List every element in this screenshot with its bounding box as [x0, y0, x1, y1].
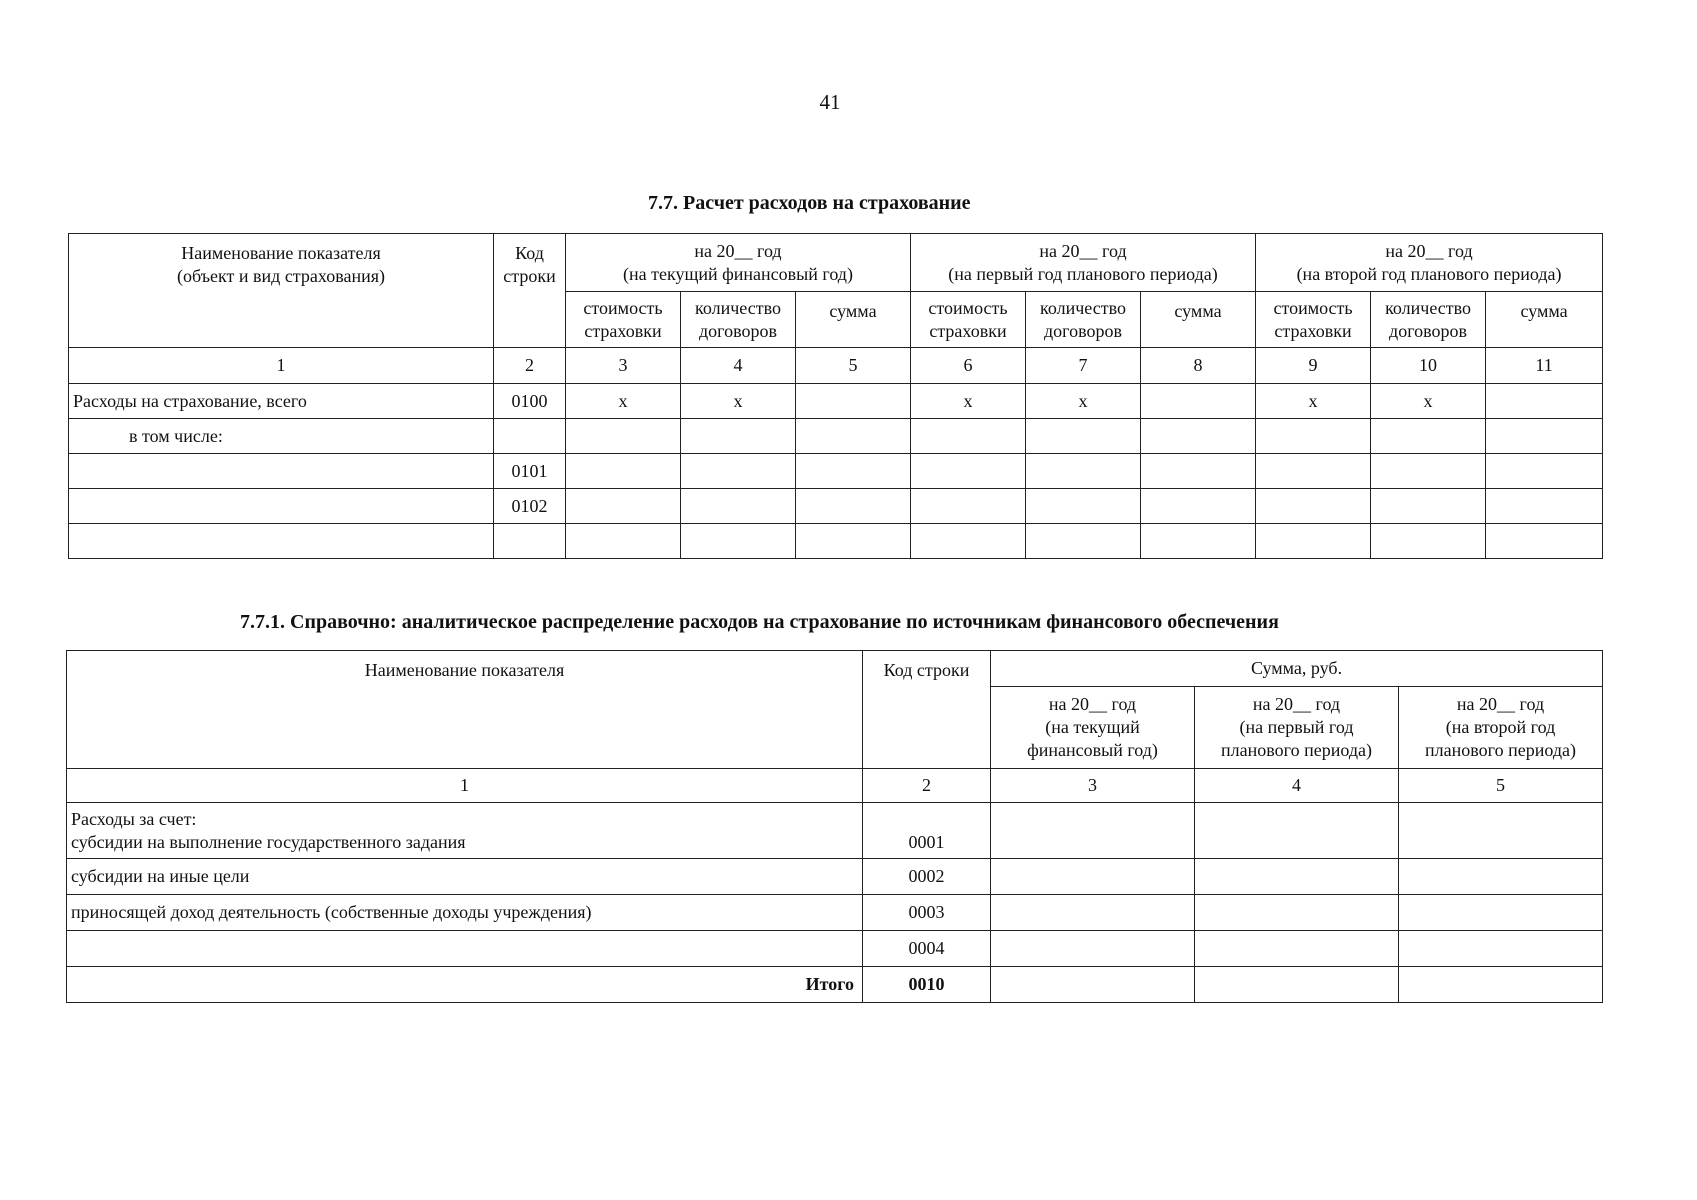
- column-number: 11: [1486, 348, 1603, 384]
- funding-sources-table: [66, 650, 1603, 1003]
- table-cell[interactable]: [1195, 895, 1399, 931]
- row-code: [494, 524, 566, 559]
- section-title-analytical-distribution: 7.7.1. Справочно: аналитическое распределение расходов на страхование по источникам финансового обеспечения: [240, 611, 1279, 633]
- subheader-contracts: количество договоров: [1371, 292, 1486, 348]
- column-number: 4: [1195, 769, 1399, 803]
- subheader-sum: сумма: [1141, 292, 1256, 348]
- table-cell[interactable]: [1486, 419, 1603, 454]
- table-cell[interactable]: x: [1026, 384, 1141, 419]
- table-cell[interactable]: x: [911, 384, 1026, 419]
- row-name: в том числе:: [69, 419, 494, 454]
- table-cell[interactable]: [796, 384, 911, 419]
- table-cell[interactable]: [1399, 859, 1603, 895]
- row-name: [69, 524, 494, 559]
- table-cell[interactable]: [566, 454, 681, 489]
- row-name: Расходы на страхование, всего: [69, 384, 494, 419]
- header-period-first-plan: на 20__ год (на первый год планового периода): [1195, 687, 1399, 769]
- header-row-code: Код строки: [494, 234, 566, 348]
- table-cell[interactable]: [991, 803, 1195, 859]
- row-name: Расходы за счет: субсидии на выполнение государственного задания: [67, 803, 863, 859]
- header-period-first-plan: на 20__ год (на первый год планового периода): [911, 234, 1256, 292]
- table-cell[interactable]: [1399, 895, 1603, 931]
- subheader-cost: стоимость страховки: [566, 292, 681, 348]
- subheader-cost: стоимость страховки: [1256, 292, 1371, 348]
- row-name: приносящей доход деятельность (собственные доходы учреждения): [67, 895, 863, 931]
- column-number: 5: [1399, 769, 1603, 803]
- table-cell[interactable]: [1195, 931, 1399, 967]
- table-cell[interactable]: [1026, 454, 1141, 489]
- row-code: 0102: [494, 489, 566, 524]
- table-row: [69, 454, 1603, 489]
- header-period-current: на 20__ год (на текущий финансовый год): [566, 234, 911, 292]
- table-cell[interactable]: [1195, 859, 1399, 895]
- table-cell[interactable]: [1371, 489, 1486, 524]
- table-row: [67, 931, 1603, 967]
- table-cell[interactable]: [681, 419, 796, 454]
- header-period-second-plan: на 20__ год (на второй год планового периода): [1399, 687, 1603, 769]
- table-cell[interactable]: x: [566, 384, 681, 419]
- table-cell[interactable]: [911, 454, 1026, 489]
- row-code: 0003: [863, 895, 991, 931]
- table-cell[interactable]: [991, 895, 1195, 931]
- column-number: 2: [494, 348, 566, 384]
- table-cell[interactable]: [796, 489, 911, 524]
- table-row: [67, 859, 1603, 895]
- table-row: [69, 524, 1603, 559]
- section-title-insurance-calc: 7.7. Расчет расходов на страхование: [648, 192, 971, 214]
- column-number: 3: [566, 348, 681, 384]
- row-name: [69, 454, 494, 489]
- row-name: субсидии на иные цели: [67, 859, 863, 895]
- table-cell[interactable]: [1195, 967, 1399, 1003]
- table-cell[interactable]: [911, 524, 1026, 559]
- column-numbers-row: [69, 348, 1603, 384]
- table-cell[interactable]: [1486, 384, 1603, 419]
- header-indicator-name: Наименование показателя: [67, 651, 863, 769]
- row-code: [494, 419, 566, 454]
- table-cell[interactable]: x: [681, 384, 796, 419]
- table-cell[interactable]: [566, 419, 681, 454]
- table-cell[interactable]: [796, 454, 911, 489]
- table-cell[interactable]: [1256, 454, 1371, 489]
- row-code: 0100: [494, 384, 566, 419]
- table-cell[interactable]: [991, 931, 1195, 967]
- column-number: 4: [681, 348, 796, 384]
- table-cell[interactable]: [991, 967, 1195, 1003]
- subheader-contracts: количество договоров: [1026, 292, 1141, 348]
- row-name: [67, 931, 863, 967]
- table-row: [69, 489, 1603, 524]
- table-cell[interactable]: [566, 489, 681, 524]
- table-cell[interactable]: [1486, 524, 1603, 559]
- table-cell[interactable]: [1141, 384, 1256, 419]
- table-row: [69, 419, 1603, 454]
- table-cell[interactable]: [1195, 803, 1399, 859]
- table-cell[interactable]: [1399, 931, 1603, 967]
- column-numbers-row: [67, 769, 1603, 803]
- table-cell[interactable]: [566, 524, 681, 559]
- insurance-expenses-table: [68, 233, 1603, 559]
- table-cell[interactable]: [1486, 454, 1603, 489]
- table-cell[interactable]: x: [1256, 384, 1371, 419]
- header-sum-rub: Сумма, руб.: [991, 651, 1603, 687]
- subheader-sum: сумма: [796, 292, 911, 348]
- table-cell[interactable]: [1371, 419, 1486, 454]
- column-number: 6: [911, 348, 1026, 384]
- table-row: [67, 895, 1603, 931]
- table-cell[interactable]: [911, 489, 1026, 524]
- table-cell[interactable]: [911, 419, 1026, 454]
- table-cell[interactable]: [1371, 524, 1486, 559]
- row-code: 0101: [494, 454, 566, 489]
- table-cell[interactable]: [991, 859, 1195, 895]
- table-cell[interactable]: [1371, 454, 1486, 489]
- subheader-sum: сумма: [1486, 292, 1603, 348]
- table-cell[interactable]: [1256, 419, 1371, 454]
- row-code: 0004: [863, 931, 991, 967]
- table-cell[interactable]: [681, 489, 796, 524]
- table-row: [67, 803, 1603, 859]
- column-number: 2: [863, 769, 991, 803]
- column-number: 5: [796, 348, 911, 384]
- row-code: 0002: [863, 859, 991, 895]
- table-cell[interactable]: [1399, 967, 1603, 1003]
- table-cell[interactable]: [1141, 524, 1256, 559]
- header-period-current: на 20__ год (на текущий финансовый год): [991, 687, 1195, 769]
- column-number: 9: [1256, 348, 1371, 384]
- header-period-second-plan: на 20__ год (на второй год планового периода): [1256, 234, 1603, 292]
- header-row-code: Код строки: [863, 651, 991, 769]
- table-cell[interactable]: [796, 419, 911, 454]
- table-row: [69, 384, 1603, 419]
- table-cell[interactable]: [1256, 489, 1371, 524]
- table-cell[interactable]: [1141, 489, 1256, 524]
- table-cell[interactable]: [681, 524, 796, 559]
- row-name: [69, 489, 494, 524]
- header-indicator-name: Наименование показателя (объект и вид страхования): [69, 234, 494, 348]
- subheader-contracts: количество договоров: [681, 292, 796, 348]
- table-cell[interactable]: [1026, 489, 1141, 524]
- column-number: 1: [67, 769, 863, 803]
- subheader-cost: стоимость страховки: [911, 292, 1026, 348]
- page-number: 41: [819, 90, 841, 114]
- total-row: [67, 967, 1603, 1003]
- total-label: Итого: [67, 967, 863, 1003]
- column-number: 8: [1141, 348, 1256, 384]
- column-number: 1: [69, 348, 494, 384]
- total-code: 0010: [863, 967, 991, 1003]
- table-cell[interactable]: [1256, 524, 1371, 559]
- table-cell[interactable]: [1141, 454, 1256, 489]
- column-number: 7: [1026, 348, 1141, 384]
- column-number: 3: [991, 769, 1195, 803]
- table-cell[interactable]: x: [1371, 384, 1486, 419]
- table-cell[interactable]: [796, 524, 911, 559]
- column-number: 10: [1371, 348, 1486, 384]
- row-code: 0001: [863, 803, 991, 859]
- table-cell[interactable]: [1486, 489, 1603, 524]
- table-cell[interactable]: [1026, 524, 1141, 559]
- table-cell[interactable]: [1399, 803, 1603, 859]
- table-cell[interactable]: [1026, 419, 1141, 454]
- table-cell[interactable]: [1141, 419, 1256, 454]
- table-cell[interactable]: [681, 454, 796, 489]
